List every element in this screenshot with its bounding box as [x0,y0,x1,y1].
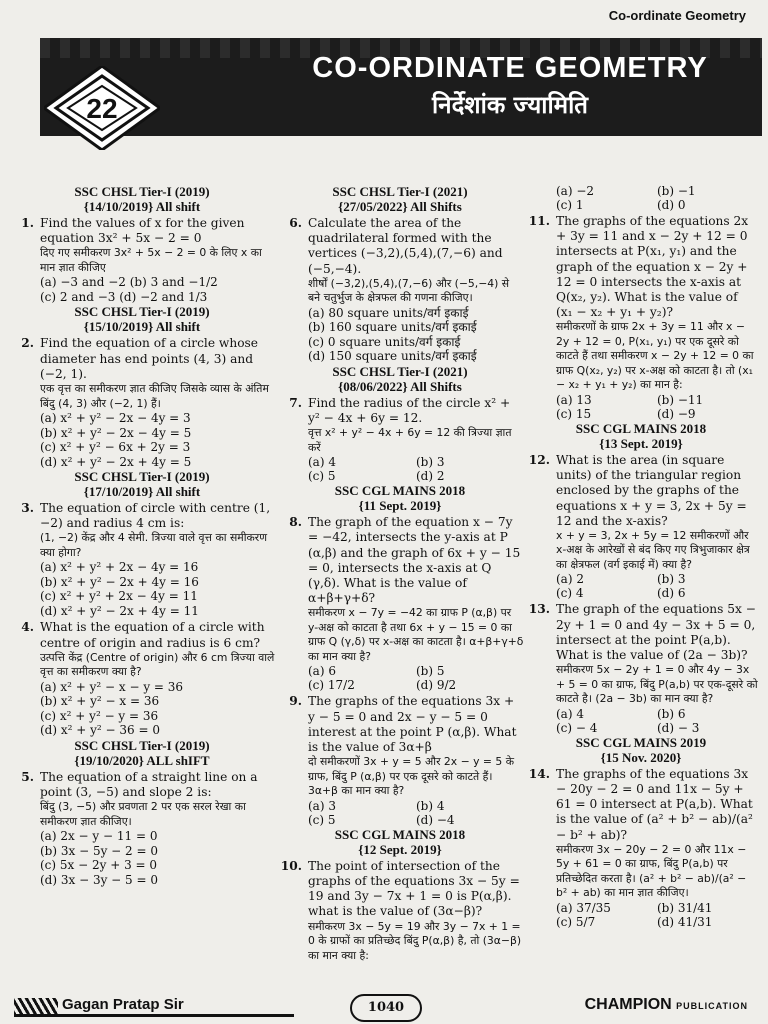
question-hindi: दिए गए समीकरण 3x² + 5x − 2 = 0 के लिए x का मान ज्ञात कीजिए [40,246,262,274]
exam-header [276,364,524,394]
question-english: The graph of the equations 5x − 2y + 1 = 0 and 4y − 3x + 5 = 0, intersect at the point P(a,b). What is the value of (2a − 3b)? [556,602,756,663]
question-text [40,501,276,560]
option: (a) 13 [556,392,592,407]
option: (b) 3 [416,455,445,470]
question-number: 10. [280,858,302,873]
options-grid [524,393,758,421]
options-list [8,560,276,618]
question-text [308,859,524,963]
question-hindi: समीकरण x − 7y = −42 का ग्राफ P (α,β) पर y-अक्ष को काटता है तथा 6x + y − 15 = 0 का ग्राफ Q (γ,δ) पर x-अक्ष का काटता है। α+β+γ+δ का मान क्या है? [308,606,524,663]
chapter-number: 22 [86,93,118,124]
question-hindi: (1, −2) केंद्र और 4 सेमी. त्रिज्या वाले वृत्त का समीकरण क्या होगा? [40,531,268,559]
option: (c) x² + y² − y = 36 [40,708,159,723]
question [524,767,758,929]
question-row [8,216,276,275]
question-text [556,602,758,706]
exam-name: SSC CHSL Tier-I (2019) [74,184,210,199]
question-english: Find the values of x for the given equation 3x² + 5x − 2 = 0 [40,216,245,246]
question-english: What is the equation of a circle with centre of origin and radius is 6 cm? [40,620,265,650]
question-hindi: समीकरणों के ग्राफ 2x + 3y = 11 और x − 2y + 12 = 0, P(x₁, y₁) पर एक दूसरे को काटते हैं तथा समीकरण x − 2y + 12 = 0 का ग्राफ Q(x₂, y₂) पर x-अक्ष को काटता है। तो (x₁ − x₂ + y₁ + y₂) का मान है: [556,320,754,392]
question-hindi: शीर्षों (−3,2),(5,4),(7,−6) और (−5,−4) से बने चतुर्भुज के क्षेत्रफल की गणना कीजिए। [308,276,510,305]
question-hindi: बिंदु (3, −5) और प्रवणता 2 पर एक सरल रेखा का समीकरण ज्ञात कीजिए। [40,800,246,828]
exam-header [524,735,758,765]
question-row [8,336,276,411]
question-row [524,214,758,393]
option: (d) −4 [416,812,455,827]
question-text [40,216,276,275]
option: (a) 37/35 [556,900,611,915]
question-number: 7. [289,395,302,410]
exam-header [276,483,524,513]
column-2 [276,184,524,963]
exam-header [8,304,276,334]
exam-date: {12 Sept. 2019} [358,841,442,857]
option: (d) 9/2 [416,678,457,693]
question-text [308,216,524,306]
option: (c) 5 [308,812,336,827]
option: (d) 2 [416,469,445,484]
option: (c) 1 [556,198,584,212]
options-list [8,829,276,887]
question-english: The graphs of the equations 3x + y − 5 = 0 and 2x − y − 5 = 0 interest at the point P (α,β). What is the value of 3α+β [308,694,517,755]
option: (b) 3 [657,572,686,587]
question [276,216,524,364]
running-head: Co-ordinate Geometry [608,8,746,23]
question-english: The graph of the equation x − 7y = −42, intersects the y-axis at P (α,β) and the graph of 6x + y − 15 = 0, intersects the x-axis at Q (γ,δ). What is the value of α+β+γ+δ? [308,515,521,606]
option: (c) 17/2 [308,678,355,693]
question-number: 4. [21,620,34,635]
question [524,453,758,601]
option: (a) x² + y² − x − y = 36 [40,679,184,694]
options-list [8,680,276,738]
exam-date: {08/06/2022} All Shifts [338,378,462,394]
exam-date: {11 Sept. 2019} [358,498,442,514]
option: (d) x² + y² − 2x + 4y = 5 [40,454,192,469]
option: (d) 0 [657,198,686,212]
option: (d) x² + y² − 36 = 0 [40,723,160,738]
question-row [8,501,276,560]
option: (d) 6 [657,586,686,601]
question-hindi: x + y = 3, 2x + 5y = 12 समीकरणों और x-अक्ष के आरेखों से बंद किए गए त्रिभुजाकार क्षेत्र का क्षेत्रफल (वर्ग इकाई में) क्या है? [556,528,750,571]
question [8,620,276,737]
option: (a) 4 [308,455,336,470]
chapter-title-english: CO-ORDINATE GEOMETRY [312,52,708,84]
option: (b) 160 square units/वर्ग इकाई [308,320,477,335]
question-text [40,620,276,679]
question-row [276,859,524,963]
options-grid [276,799,524,827]
question-number: 2. [21,336,34,351]
author-name: Gagan Pratap Sir [62,996,184,1013]
option: (b) 31/41 [657,900,713,915]
question-number: 11. [528,214,550,228]
question-number: 5. [21,769,34,784]
question-row [276,694,524,798]
question-english: The equation of a straight line on a point (3, −5) and slope 2 is: [40,769,258,800]
option: (b) 4 [416,798,445,813]
option: (a) x² + y² − 2x − 4y = 3 [40,411,191,426]
question-hindi: उत्पत्ति केंद्र (Centre of origin) और 6 cm त्रिज्या वाले वृत्त का समीकरण क्या है? [40,650,275,679]
options-grid [276,455,524,483]
question-row [524,602,758,706]
option: (b) 6 [657,706,686,721]
option: (b) −11 [657,392,704,407]
question-row [276,216,524,306]
exam-name: SSC CHSL Tier-I (2019) [74,304,210,320]
question [276,694,524,826]
question [8,336,276,469]
question-number: 13. [528,602,550,617]
exam-name: SSC CGL MAINS 2018 [334,483,466,499]
question [8,501,276,618]
question-hindi: दो समीकरणों 3x + y = 5 और 2x − y = 5 के ग्राफ, बिंदु P (α,β) पर एक दूसरे को काटते हैं। 3α+β का मान क्या है? [308,755,514,798]
question-row [8,770,276,829]
exam-header [276,827,524,857]
option: (b) x² + y² − x = 36 [40,694,160,709]
question [276,396,524,483]
question-number: 9. [289,694,302,709]
question-row [276,396,524,455]
option: (a) 6 [308,664,336,679]
option: (a) −3 and −2 (b) 3 and −1/2 [40,275,218,290]
option: (d) 41/31 [657,914,713,929]
question-text [40,336,276,411]
question-english: Find the equation of a circle whose diameter has end points (4, 3) and (−2, 1). [40,336,259,381]
question-hindi: समीकरण 5x − 2y + 1 = 0 और 4y − 3x + 5 = 0 का ग्राफ, बिंदु P(a,b) पर एक-दूसरे को काटते है। (2a − 3b) का मान क्या है? [556,663,758,706]
options-grid [524,572,758,600]
exam-date: {14/10/2019} All shift [83,199,201,214]
option: (a) 80 square units/वर्ग इकाई [308,305,469,320]
question-hindi: एक वृत्त का समीकरण ज्ञात कीजिए जिसके व्यास के अंतिम बिंदु (4, 3) और (−2, 1) हैं। [40,382,269,410]
question [8,770,276,887]
option: (b) 5 [416,664,445,679]
question-english: Find the radius of the circle x² + y² − 4x + 6y = 12. [308,395,511,426]
exam-name: SSC CHSL Tier-I (2019) [74,469,210,485]
question-english: What is the area (in square units) of the triangular region enclosed by the graphs of the equations x + y = 3, 2x + 5y = 12 and the x-axis? [556,452,747,528]
option: (c) 2 and −3 (d) −2 and 1/3 [40,289,208,304]
options-grid [524,707,758,735]
exam-name: SSC CHSL Tier-I (2019) [74,737,210,753]
exam-name: SSC CGL MAINS 2018 [334,826,466,842]
option: (b) −1 [657,184,696,198]
option: (a) 2x − y − 11 = 0 [40,829,158,844]
question-text [308,396,524,455]
question-number: 14. [528,766,550,781]
question-text [556,767,758,901]
exam-name: SSC CHSL Tier-I (2021) [332,363,468,379]
page-number: 1040 [350,994,422,1022]
question-row [524,767,758,901]
question [276,859,524,963]
option: (d) 150 square units/वर्ग इकाई [308,349,477,364]
exam-name: SSC CGL MAINS 2019 [575,734,707,750]
question-english: Calculate the area of the quadrilateral formed with the vertices (−3,2),(5,4),(7,−6) and (−5,−4). [308,216,503,276]
exam-date: {13 Sept. 2019} [599,435,683,451]
exam-date: {17/10/2019} All shift [83,484,201,500]
question-english: The equation of circle with centre (1, −2) and radius 4 cm is: [40,501,271,531]
options-list [8,275,276,304]
exam-header [8,184,276,214]
exam-date: {27/05/2022} All Shifts [338,199,462,214]
question [524,602,758,734]
footer-rule [14,1014,294,1017]
question [524,214,758,421]
option: (c) x² + y² − 6x + 2y = 3 [40,440,191,455]
option: (c) − 4 [556,720,598,735]
option: (d) 3x − 3y − 5 = 0 [40,872,158,887]
options-grid [524,901,758,929]
publisher-logo: CHAMPION PUBLICATION [584,996,748,1013]
column-1 [8,184,276,887]
question-row [276,515,524,664]
question-hindi: वृत्त x² + y² − 4x + 6y = 12 की त्रिज्या ज्ञात करें [308,426,512,454]
option: (c) 5 [308,469,336,484]
chapter-title-hindi: निर्देशांक ज्यामिति [432,91,588,119]
exam-header [8,469,276,499]
options-list [8,411,276,469]
exam-header [8,738,276,768]
column-3 [524,184,758,929]
option: (c) 15 [556,406,592,421]
option: (d) x² + y² − 2x + 4y = 11 [40,603,199,618]
question-text [308,694,524,798]
question-hindi: समीकरण 3x − 5y = 19 और 3y − 7x + 1 = 0 के ग्राफों का प्रतिच्छेद बिंदु P(α,β) है, तो (3α−β) का मान क्या है: [308,919,522,962]
option: (c) 5x − 2y + 3 = 0 [40,858,158,873]
exam-date: {15/10/2019} All shift [83,319,201,335]
question-number: 12. [528,452,550,467]
option: (a) 3 [308,798,336,813]
option: (a) 2 [556,572,584,587]
question [8,216,276,304]
option: (d) −9 [657,406,696,421]
exam-header [524,421,758,451]
option: (c) 5/7 [556,914,596,929]
question-number: 3. [21,501,34,516]
exam-header [276,184,524,214]
options-list [276,306,524,364]
question-number: 8. [289,515,302,530]
question-text [308,515,524,664]
question-english: The graphs of the equations 2x + 3y = 11 and x − 2y + 12 = 0 intersects at P(x₁, y₁) and the graph of the equation x − 2y + 12 = 0 intersects the x-axis at Q(x₂, y₂). What is the value of (x₁ − x₂ + y₁ + y₂)? [556,214,749,320]
chapter-number-badge [44,66,160,150]
option: (c) 4 [556,586,584,601]
options-grid [276,664,524,692]
options-grid [524,184,758,212]
question-row [524,453,758,573]
option: (b) x² + y² − 2x + 4y = 16 [40,574,199,589]
option: (a) x² + y² + 2x − 4y = 16 [40,560,199,575]
exam-name: SSC CHSL Tier-I (2021) [332,184,468,199]
option: (c) x² + y² + 2x − 4y = 11 [40,589,198,604]
page-footer [0,990,768,1024]
option: (b) x² + y² − 2x − 4y = 5 [40,425,192,440]
question-text [556,453,758,573]
option: (b) 3x − 5y − 2 = 0 [40,843,158,858]
question-text [556,214,758,393]
question-row [8,620,276,679]
option: (a) −2 [556,184,595,198]
question-english: The graphs of the equations 3x − 20y − 2 = 0 and 11x − 5y + 61 = 0 intersect at P(a,b). What is the value of (a² + b² − ab)/(a² − b² + ab)? [556,766,753,842]
exam-date: {19/10/2020} ALL shIFT [74,752,210,768]
question-hindi: समीकरण 3x − 20y − 2 = 0 और 11x − 5y + 61 = 0 का ग्राफ, बिंदु P(a,b) पर प्रतिच्छेदित करता है। (a² + b² − ab)/(a² − b² + ab) का मान ज्ञात कीजिए। [556,842,747,900]
option: (a) 4 [556,706,584,721]
question [276,515,524,692]
exam-date: {15 Nov. 2020} [600,749,682,765]
question-text [40,770,276,829]
question-number: 1. [21,216,34,230]
exam-name: SSC CGL MAINS 2018 [575,420,707,436]
option: (d) − 3 [657,720,700,735]
question [524,184,758,212]
question-number: 6. [289,216,302,230]
question-english: The point of intersection of the graphs of the equations 3x − 5y = 19 and 3y − 7x + 1 = 0 is P(α,β). what is the value of (3α−β)? [308,858,520,919]
option: (c) 0 square units/वर्ग इकाई [308,334,461,349]
